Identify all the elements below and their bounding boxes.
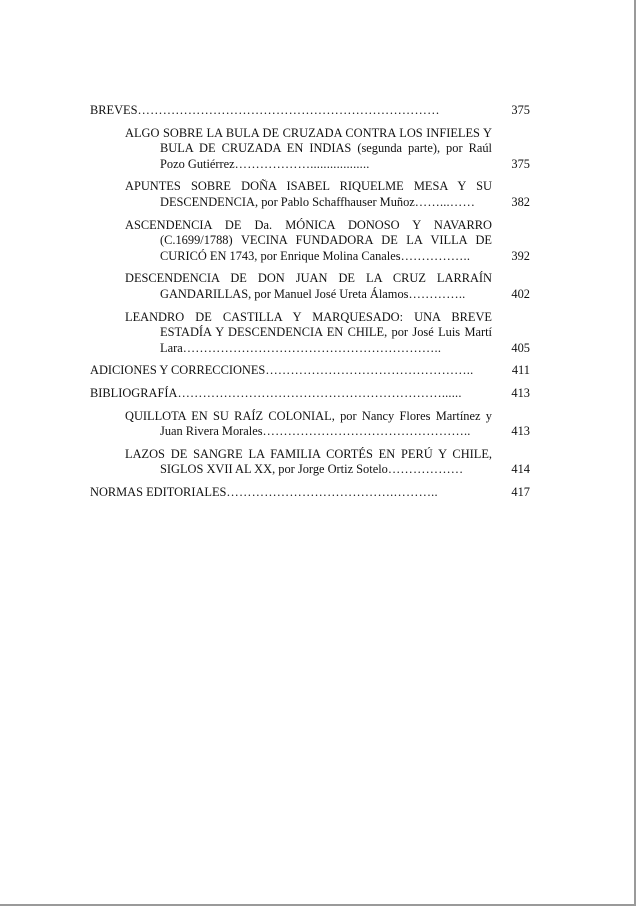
toc-page-number: 413 — [511, 385, 530, 400]
toc-leader-dots: ………….. — [408, 286, 466, 301]
toc-entry — [90, 363, 530, 379]
toc-entry — [90, 103, 530, 119]
toc-page-number: 392 — [511, 248, 530, 263]
toc-entry-title: NORMAS EDITORIALES — [90, 484, 227, 499]
toc-leader-dots: …………….. — [400, 248, 471, 263]
toc-leader-dots: ……...…… — [414, 194, 476, 209]
toc-page-number: 413 — [511, 424, 530, 439]
table-of-contents — [90, 103, 530, 500]
toc-entry-title: BIBLIOGRAFÍA — [90, 385, 178, 400]
toc-page-number: 405 — [511, 340, 530, 355]
toc-entry-title: LEANDRO DE CASTILLA Y MARQUESADO: UNA BREVE ESTADÍA Y DESCENDENCIA EN CHILE, por José Luis Martí Lara — [125, 309, 492, 355]
toc-leader-dots: ………………………………………………………...... — [177, 385, 462, 400]
toc-leader-dots: …………………………………………………….. — [182, 340, 442, 355]
toc-page-number: 402 — [511, 286, 530, 301]
toc-leader-dots: ……………….................. — [234, 156, 370, 171]
toc-entry-title: ALGO SOBRE LA BULA DE CRUZADA CONTRA LOS INFIELES Y BULA DE CRUZADA EN INDIAS (segunda parte), por Raúl Pozo Gutiérrez — [125, 125, 492, 171]
toc-entry-title: LAZOS DE SANGRE LA FAMILIA CORTÉS EN PERÚ Y CHILE, SIGLOS XVII AL XX, por Jorge Ortiz Sotelo — [125, 446, 492, 477]
toc-page-number: 382 — [511, 194, 530, 209]
toc-page-number: 411 — [511, 363, 530, 378]
toc-entry-title: QUILLOTA EN SU RAÍZ COLONIAL, por Nancy Flores Martínez y Juan Rivera Morales — [125, 408, 492, 439]
toc-page-number: 375 — [511, 156, 530, 171]
toc-leader-dots: ……………………………………………………………… — [137, 103, 440, 117]
toc-leader-dots: ………………………………………….. — [265, 363, 474, 378]
toc-entry — [90, 179, 530, 210]
toc-entry — [90, 126, 530, 173]
toc-entry-title: ADICIONES Y CORRECCIONES — [90, 363, 266, 378]
toc-entry — [90, 447, 530, 478]
toc-leader-dots: ………………………………….……….. — [226, 484, 438, 499]
toc-leader-dots: ………………………………………….. — [262, 424, 471, 439]
toc-page-number: 375 — [511, 103, 530, 117]
toc-page-number: 417 — [511, 484, 530, 499]
toc-entry-title: APUNTES SOBRE DOÑA ISABEL RIQUELME MESA Y SU DESCENDENCIA, por Pablo Schaffhauser Muñoz — [125, 179, 492, 209]
toc-entry-title: DESCENDENCIA DE DON JUAN DE LA CRUZ LARRAÍN GANDARILLAS, por Manuel José Ureta Álamos — [125, 271, 492, 301]
toc-entry — [90, 485, 530, 501]
toc-entry — [90, 271, 530, 302]
toc-entry — [90, 310, 530, 357]
toc-entry-title: ASCENDENCIA DE Da. MÓNICA DONOSO Y NAVARRO (C.1699/1788) VECINA FUNDADORA DE LA VILLA DE CURICÓ EN 1743, por Enrique Molina Canales — [125, 217, 492, 263]
toc-entry — [90, 409, 530, 440]
toc-page-number: 414 — [511, 462, 530, 477]
toc-leader-dots: ……………… — [387, 462, 464, 477]
toc-entry — [90, 218, 530, 265]
toc-entry — [90, 386, 530, 402]
toc-entry-title: BREVES — [90, 103, 138, 117]
